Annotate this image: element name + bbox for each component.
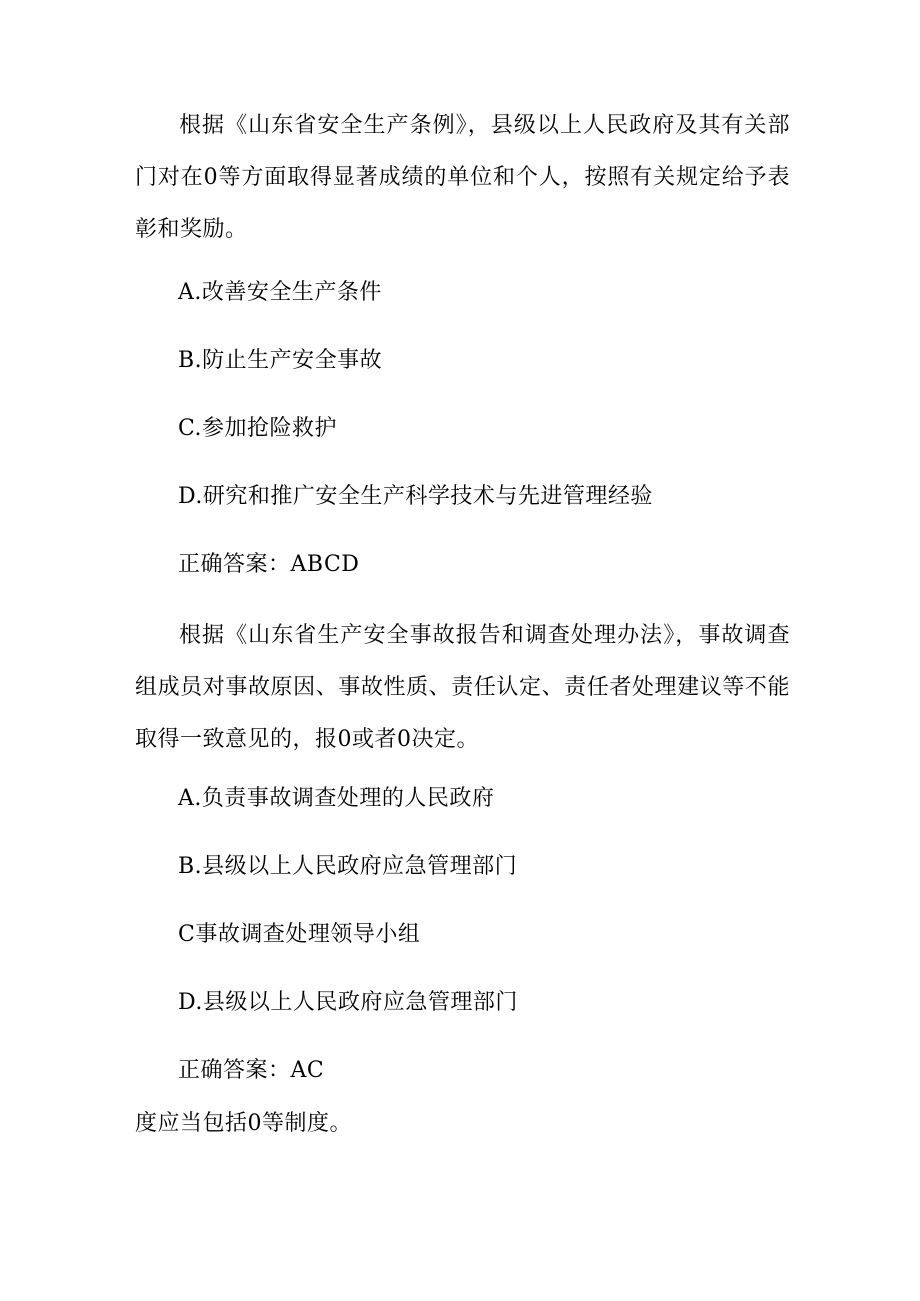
question-2-option-a: A.负责事故调查处理的人民政府 — [178, 786, 495, 811]
question-1-option-c: C.参加抢险救护 — [178, 416, 338, 441]
question-1-option-a: A.改善安全生产条件 — [178, 280, 382, 305]
question-2-answer: 正确答案：AC — [178, 1058, 325, 1083]
question-2-option-d: D.县级以上人民政府应急管理部门 — [178, 990, 518, 1015]
question-1-option-d: D.研究和推广安全生产科学技术与先进管理经验 — [178, 484, 653, 509]
trailing-text: 度应当包括0等制度。 — [135, 1111, 352, 1136]
question-1-answer: 正确答案：ABCD — [178, 552, 360, 577]
question-2-stem: 根据《山东省生产安全事故报告和调查处理办法》，事故调查组成员对事故原因、事故性质、责任认定、责任者处理建议等不能取得一致意见的，报0或者0决定。 — [135, 623, 790, 752]
question-2-option-c: C事故调查处理领导小组 — [178, 922, 421, 947]
question-2-option-b: B.县级以上人民政府应急管理部门 — [178, 854, 518, 879]
question-1-stem: 根据《山东省安全生产条例》，县级以上人民政府及其有关部门对在0等方面取得显著成绩的单位和个人，按照有关规定给予表彰和奖励。 — [135, 113, 790, 242]
question-1-option-b: B.防止生产安全事故 — [178, 348, 383, 373]
